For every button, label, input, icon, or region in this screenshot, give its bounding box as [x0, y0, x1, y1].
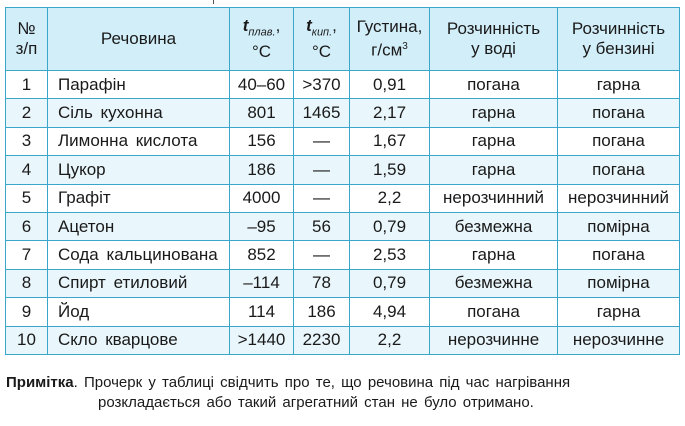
- header-density-unit: г/см: [371, 40, 403, 60]
- cell-number: 9: [6, 298, 48, 326]
- cell-substance: Лимонна кислота: [48, 127, 230, 155]
- cell-density: 4,94: [350, 298, 430, 326]
- cell-substance: Сіль кухонна: [48, 99, 230, 127]
- header-solubility-water-line1: Розчинність: [446, 19, 541, 38]
- substance-properties-table: [5, 7, 680, 355]
- header-melting-sep: ,: [275, 15, 281, 35]
- header-density-label: Густина,: [356, 17, 423, 37]
- cell-number: 2: [6, 99, 48, 127]
- table-row: [6, 156, 680, 184]
- note-text-2: розкладається або такий агрегатний стан не було отримано.: [98, 394, 534, 411]
- cell-number: 4: [6, 156, 48, 184]
- cell-number: 3: [6, 127, 48, 155]
- header-solubility-water-line2: у воді: [471, 39, 516, 58]
- table-row: [6, 326, 680, 354]
- cell-boiling-point: —: [294, 184, 350, 212]
- cell-density: 2,2: [350, 326, 430, 354]
- cell-solubility-benzine: нерозчинне: [558, 326, 680, 354]
- header-boiling-unit: °C: [311, 42, 332, 62]
- header-solubility-benzine: [558, 8, 680, 71]
- cell-solubility-benzine: погана: [558, 127, 680, 155]
- cell-number: 8: [6, 269, 48, 297]
- cell-melting-point: –114: [230, 269, 294, 297]
- cell-solubility-benzine: погана: [558, 156, 680, 184]
- cell-substance: Спирт етиловий: [48, 269, 230, 297]
- cell-number: 6: [6, 212, 48, 240]
- cell-density: 1,59: [350, 156, 430, 184]
- header-substance-label: Речовина: [100, 29, 177, 48]
- cell-solubility-water: гарна: [430, 241, 558, 269]
- header-boiling-point: [294, 8, 350, 71]
- header-melting-var: t: [242, 15, 249, 35]
- table-row: [6, 241, 680, 269]
- cell-solubility-benzine: помірна: [558, 269, 680, 297]
- cell-substance: Скло кварцове: [48, 326, 230, 354]
- cell-density: 2,2: [350, 184, 430, 212]
- cell-solubility-benzine: помірна: [558, 212, 680, 240]
- cell-density: 2,17: [350, 99, 430, 127]
- cell-solubility-water: гарна: [430, 156, 558, 184]
- table-note: [6, 373, 680, 413]
- cell-solubility-water: нерозчинне: [430, 326, 558, 354]
- cell-solubility-benzine: гарна: [558, 298, 680, 326]
- cell-number: 7: [6, 241, 48, 269]
- header-number-abbr: з/п: [15, 39, 38, 58]
- cell-substance: Ацетон: [48, 212, 230, 240]
- table-row: [6, 184, 680, 212]
- cell-melting-point: –95: [230, 212, 294, 240]
- cell-number: 1: [6, 71, 48, 99]
- cell-boiling-point: 186: [294, 298, 350, 326]
- header-density: [350, 8, 430, 71]
- cell-boiling-point: —: [294, 156, 350, 184]
- header-melting-point: [230, 8, 294, 71]
- header-boiling-var: t: [306, 15, 312, 35]
- header-solubility-benzine-line2: у бензині: [582, 39, 655, 58]
- crop-tick-mark: [213, 0, 214, 4]
- note-label: Примітка: [6, 374, 74, 391]
- header-solubility-water: [430, 8, 558, 71]
- note-line-2: [6, 393, 680, 413]
- table-body: [6, 71, 680, 355]
- cell-density: 0,79: [350, 269, 430, 297]
- cell-density: 0,91: [350, 71, 430, 99]
- note-text-1: . Прочерк у таблиці свідчить про те, що речовина під час нагрівання: [73, 374, 571, 391]
- cell-substance: Графіт: [48, 184, 230, 212]
- cell-density: 0,79: [350, 212, 430, 240]
- cell-boiling-point: 2230: [294, 326, 350, 354]
- cell-melting-point: 4000: [230, 184, 294, 212]
- cell-boiling-point: >370: [294, 71, 350, 99]
- cell-substance: Цукор: [48, 156, 230, 184]
- cell-substance: Парафін: [48, 71, 230, 99]
- table-row: [6, 212, 680, 240]
- header-density-exponent: 3: [402, 41, 408, 53]
- note-line-1: [6, 373, 680, 393]
- cell-substance: Йод: [48, 298, 230, 326]
- cell-density: 2,53: [350, 241, 430, 269]
- cell-solubility-water: гарна: [430, 127, 558, 155]
- cell-solubility-water: безмежна: [430, 212, 558, 240]
- header-number-symbol: №: [17, 19, 36, 38]
- cell-boiling-point: 1465: [294, 99, 350, 127]
- header-melting-sub: плав.: [248, 26, 276, 39]
- cell-solubility-water: нерозчинний: [430, 184, 558, 212]
- cell-number: 5: [6, 184, 48, 212]
- cell-solubility-water: безмежна: [430, 269, 558, 297]
- cell-melting-point: 186: [230, 156, 294, 184]
- header-substance: [48, 8, 230, 71]
- cell-number: 10: [6, 326, 48, 354]
- cell-solubility-water: погана: [430, 71, 558, 99]
- cell-melting-point: 156: [230, 127, 294, 155]
- header-melting-unit: °C: [251, 42, 272, 62]
- table-row: [6, 269, 680, 297]
- cell-boiling-point: 56: [294, 212, 350, 240]
- cell-melting-point: >1440: [230, 326, 294, 354]
- table-row: [6, 99, 680, 127]
- cell-melting-point: 40–60: [230, 71, 294, 99]
- cell-boiling-point: —: [294, 127, 350, 155]
- cell-melting-point: 801: [230, 99, 294, 127]
- cell-solubility-benzine: нерозчинний: [558, 184, 680, 212]
- cell-melting-point: 114: [230, 298, 294, 326]
- table-row: [6, 127, 680, 155]
- cell-solubility-benzine: погана: [558, 99, 680, 127]
- cell-melting-point: 852: [230, 241, 294, 269]
- cell-boiling-point: —: [294, 241, 350, 269]
- table-row: [6, 71, 680, 99]
- table-header-row: [6, 8, 680, 71]
- cell-density: 1,67: [350, 127, 430, 155]
- cell-solubility-benzine: погана: [558, 241, 680, 269]
- header-solubility-benzine-line1: Розчинність: [571, 19, 666, 38]
- cell-solubility-benzine: гарна: [558, 71, 680, 99]
- table-row: [6, 298, 680, 326]
- cell-substance: Сода кальцинована: [48, 241, 230, 269]
- header-boiling-sep: ,: [332, 15, 337, 35]
- header-number: [6, 8, 48, 71]
- cell-solubility-water: гарна: [430, 99, 558, 127]
- cell-boiling-point: 78: [294, 269, 350, 297]
- cell-solubility-water: погана: [430, 298, 558, 326]
- header-boiling-sub: кип.: [311, 26, 333, 39]
